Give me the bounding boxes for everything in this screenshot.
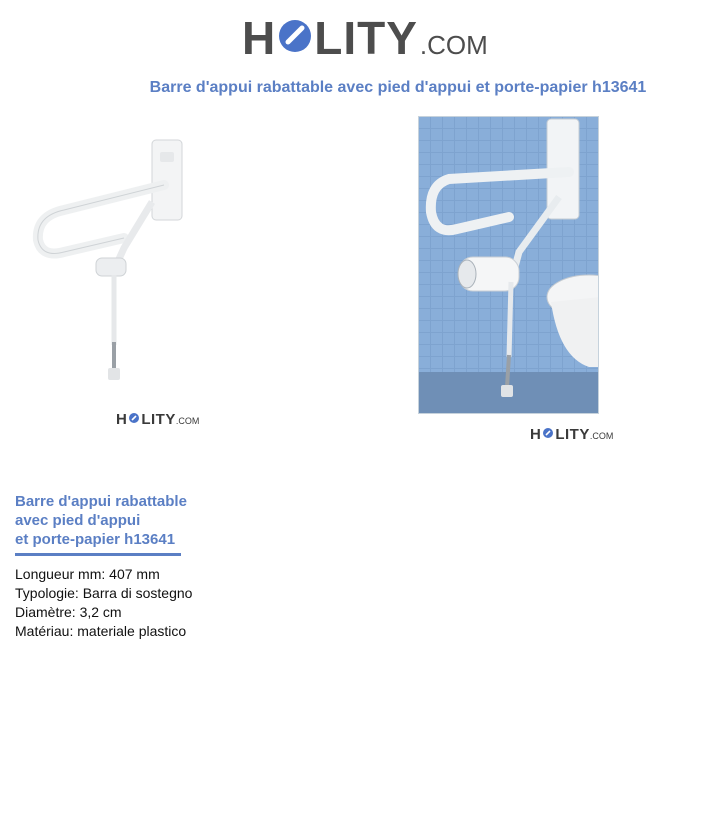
watermark-word: LITY xyxy=(555,426,590,443)
logo-word-lity: LITY xyxy=(314,12,418,64)
watermark-word: LITY xyxy=(141,411,176,428)
watermark-domain: .COM xyxy=(175,416,200,426)
spec-diameter: Diamètre: 3,2 cm xyxy=(15,604,122,620)
watermark-o-icon xyxy=(128,412,140,424)
logo-letter-h: H xyxy=(242,12,277,64)
logo-o-mark-icon xyxy=(277,18,313,54)
product-title xyxy=(15,492,215,549)
site-logo[interactable] xyxy=(242,12,488,64)
logo-domain: .COM xyxy=(419,30,488,60)
page-title: Barre d'appui rabattable avec pied d'appui et porte-papier h13641 xyxy=(149,79,647,96)
image-watermark xyxy=(116,411,199,428)
spec-type: Typologie: Barra di sostegno xyxy=(15,585,193,601)
watermark-letter-h: H xyxy=(116,411,128,428)
product-title-line: Barre d'appui rabattable xyxy=(15,493,187,510)
product-photo-isolated xyxy=(24,130,214,395)
spec-material: Matériau: materiale plastico xyxy=(15,623,187,639)
product-title-line: et porte-papier h13641 xyxy=(15,531,176,548)
title-underline xyxy=(15,553,181,556)
watermark-domain: .COM xyxy=(589,431,614,441)
spec-length: Longueur mm: 407 mm xyxy=(15,566,160,582)
product-specs xyxy=(15,565,192,641)
image-watermark xyxy=(530,426,613,443)
watermark-letter-h: H xyxy=(530,426,542,443)
watermark-o-icon xyxy=(542,427,554,439)
product-photo-installed xyxy=(418,116,599,414)
product-title-line: avec pied d'appui xyxy=(15,512,141,529)
